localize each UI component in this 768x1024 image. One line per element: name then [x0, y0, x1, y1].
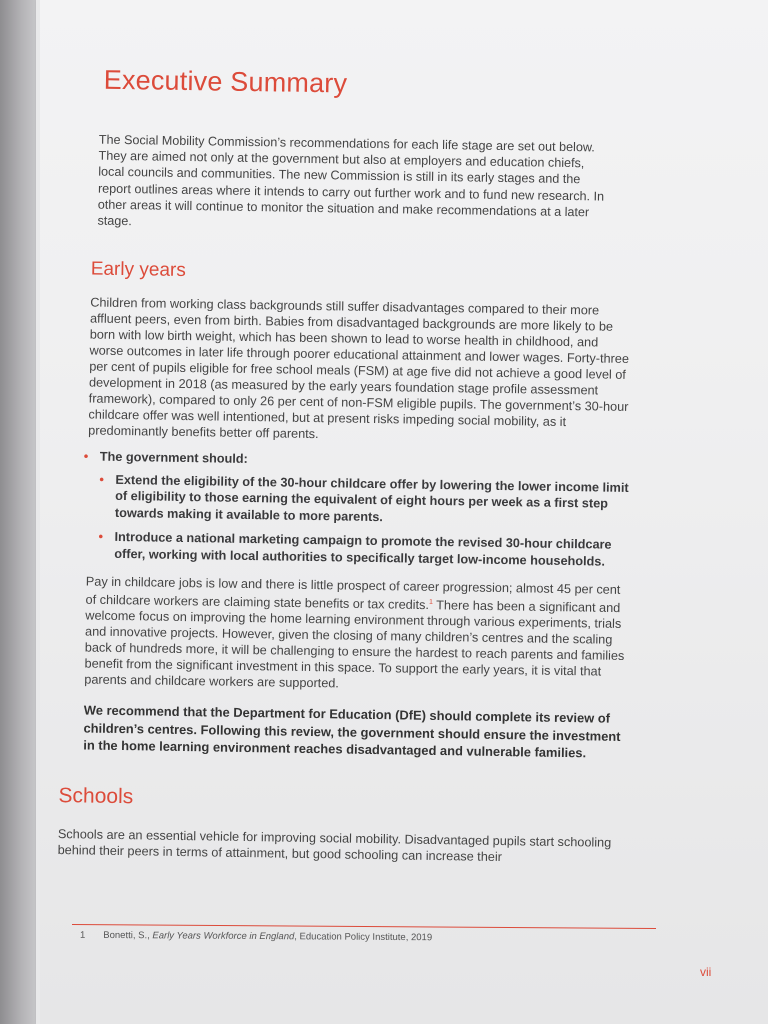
recommendation-list	[98, 471, 631, 570]
schools-paragraph: Schools are an essential vehicle for improving social mobility. Disadvantaged pupils start schooling behind their peers in terms of attainment, but good schooling can increase their	[57, 827, 612, 864]
page-content	[47, 64, 660, 877]
government-should-label: The government should:	[99, 449, 248, 467]
recommendation-item: • Extend the eligibility of the 30-hour childcare offer by lowering the lower income limit of eligibility to those earning the equivalent of eight hours per week as a first step towards making it available to more parents.	[99, 471, 632, 529]
footnote-rest: , Education Policy Institute, 2019	[294, 931, 433, 944]
dfe-recommendation: We recommend that the Department for Education (DfE) should complete its review of children’s centres. Following this review, the government should ensure the investment in the home learning environment reaches disadvantaged and vulnerable families.	[83, 702, 621, 761]
footnote-author: Bonetti, S.,	[103, 929, 153, 942]
early-years-paragraph: Children from working class backgrounds still suffer disadvantages compared to their more affluent peers, even from birth. Babies from disadvantaged backgrounds are more likely to be born with low birth weight, which has been shown to lead to worse health in childhood, and worse outcomes in later life through poorer educational attainment and lower wages. Forty-three per cent of pupils eligible for free school meals (FSM) at age five did not achieve a good level of development in 2018 (as measured by the early years foundation stage profile assessment framework), compared to only 26 per cent of non-FSM eligible pupils. The government’s 30-hour childcare offer was well intentioned, but at present risks impeding social mobility, as it predominantly benefits better off parents.	[88, 295, 630, 442]
recommendation-item: • Introduce a national marketing campaign to promote the revised 30-hour childcare offer, working with local authorities to specifically target low-income households.	[98, 529, 630, 570]
intro-paragraph: The Social Mobility Commission’s recommendations for each life stage are set out below. They are aimed not only at the government but also at employers and education chiefs, local councils and communities. The new Commission is still in its early stages and the report outlines areas where it intends to carry out further work and to fund new research. In other areas it will continue to monitor the situation and make recommendations at a later stage.	[97, 132, 605, 229]
footnote-ref: 1	[428, 599, 433, 607]
childcare-pay-paragraph	[84, 574, 626, 697]
childcare-pay-text-a: Pay in childcare jobs is low and there is little prospect of career progression; almost 45 per cent of childcare workers are claiming state benefits or tax credits.	[85, 574, 621, 613]
schools-heading: Schools	[58, 784, 134, 809]
page-title: Executive Summary	[103, 64, 348, 99]
page-number: vii	[700, 965, 712, 979]
footnote-number: 1	[79, 929, 86, 941]
early-years-heading: Early years	[90, 258, 186, 282]
government-should-list	[82, 449, 632, 571]
government-should-item	[82, 449, 632, 571]
childcare-pay-text-b: There has been a significant and welcome focus on improving the home learning environment through various experiments, trials and innovative projects. However, given the closing of many children’s centres and the scaling back of hundreds more, it will be challenging to ensure the hardest to reach parents and families benefit from the significant investment in this space. To support the early years, it is vital that parents and childcare workers are supported.	[84, 598, 625, 691]
footnote-title: Early Years Workforce in England	[152, 930, 295, 943]
